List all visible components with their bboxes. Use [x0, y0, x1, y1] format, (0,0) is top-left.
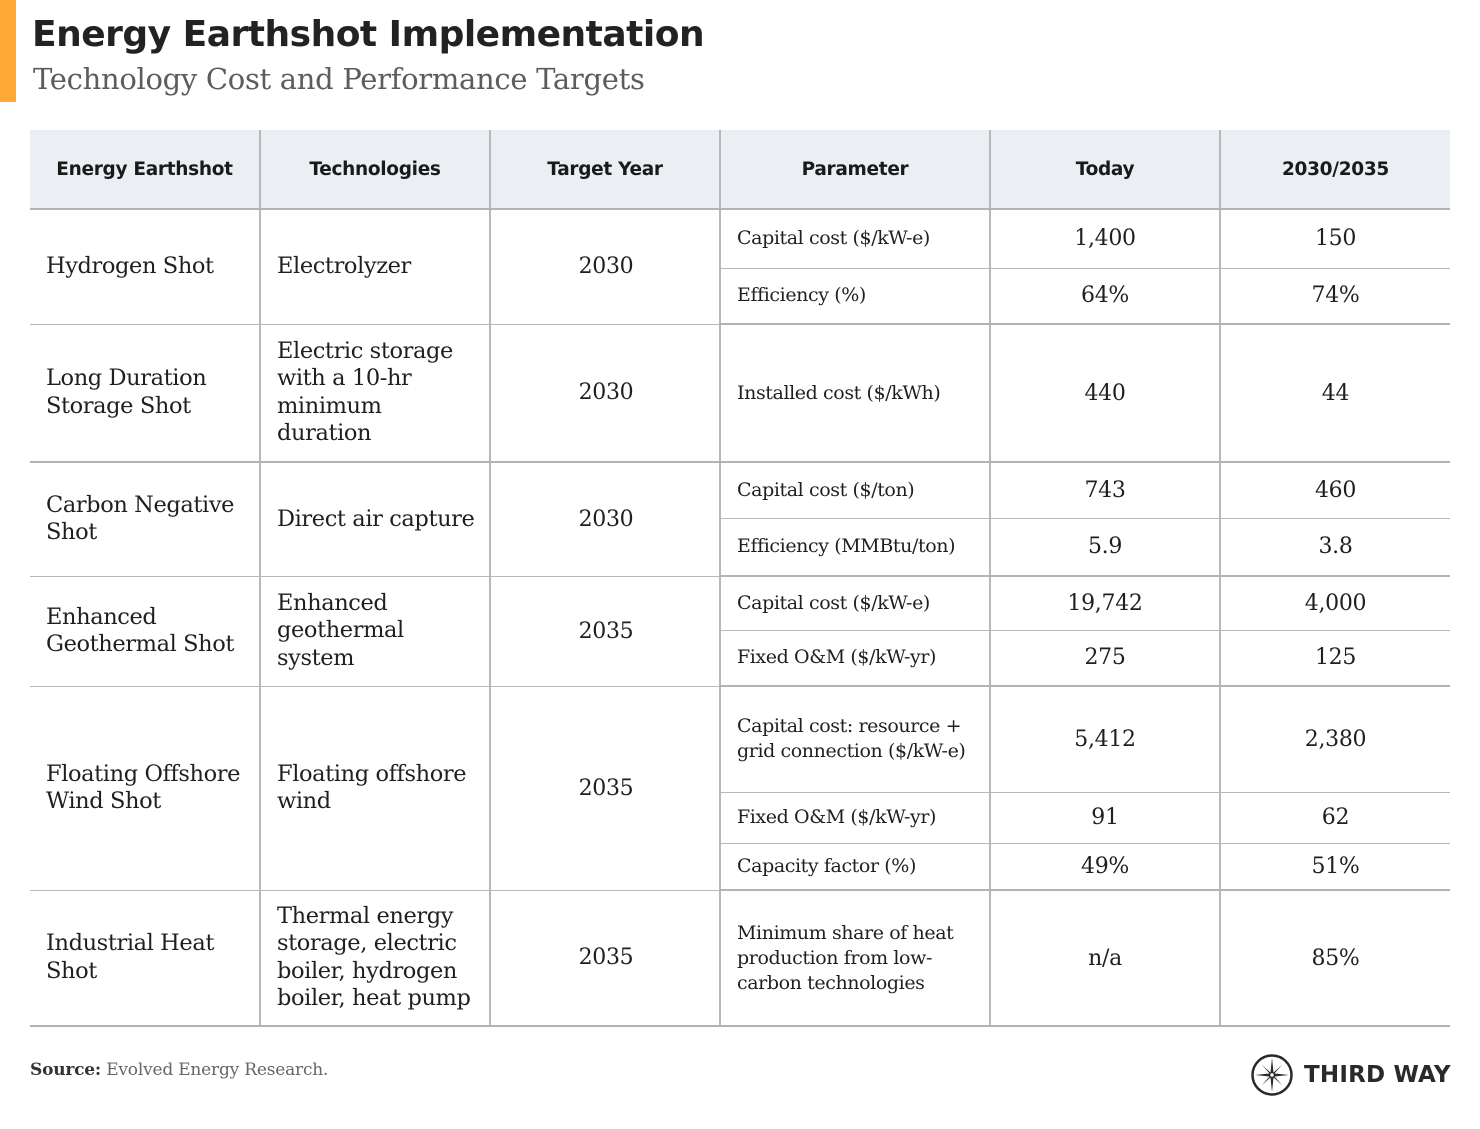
technology-cell: Direct air capture	[260, 462, 490, 576]
source-text: Evolved Energy Research.	[100, 1060, 329, 1080]
col-header-earthshot: Energy Earthshot	[30, 130, 260, 209]
page-subtitle: Technology Cost and Performance Targets	[33, 62, 645, 96]
parameter-cell: Capital cost ($/kW-e)	[720, 576, 990, 630]
col-header-target-year: Target Year	[490, 130, 720, 209]
earthshot-cell: Floating Offshore Wind Shot	[30, 686, 260, 890]
technology-cell: Electrolyzer	[260, 209, 490, 324]
target-value-cell: 2,380	[1220, 686, 1450, 792]
target-value-cell: 51%	[1220, 843, 1450, 890]
parameter-cell: Capital cost ($/kW-e)	[720, 209, 990, 268]
table-row	[30, 462, 1450, 518]
target-value-cell: 44	[1220, 324, 1450, 462]
table-row	[30, 209, 1450, 268]
target-value-cell: 150	[1220, 209, 1450, 268]
col-header-technologies: Technologies	[260, 130, 490, 209]
logo-text: THIRD WAY	[1304, 1062, 1451, 1088]
target-value-cell: 62	[1220, 792, 1450, 843]
target-year-cell: 2035	[490, 576, 720, 686]
target-value-cell: 3.8	[1220, 518, 1450, 576]
source-note	[30, 1060, 328, 1080]
target-value-cell: 4,000	[1220, 576, 1450, 630]
parameter-cell: Capacity factor (%)	[720, 843, 990, 890]
today-value-cell: 64%	[990, 268, 1220, 324]
parameter-cell: Capital cost ($/ton)	[720, 462, 990, 518]
earthshot-cell: Carbon Negative Shot	[30, 462, 260, 576]
third-way-logo	[1250, 1053, 1451, 1097]
table-row	[30, 890, 1450, 1026]
target-year-cell: 2035	[490, 890, 720, 1026]
earthshot-cell: Industrial Heat Shot	[30, 890, 260, 1026]
target-year-cell: 2030	[490, 324, 720, 462]
parameter-cell: Capital cost: resource + grid connection ($/kW-e)	[720, 686, 990, 792]
col-header-today: Today	[990, 130, 1220, 209]
earthshot-cell: Hydrogen Shot	[30, 209, 260, 324]
technology-cell: Floating offshore wind	[260, 686, 490, 890]
parameter-cell: Minimum share of heat production from low-carbon technologies	[720, 890, 990, 1026]
today-value-cell: 440	[990, 324, 1220, 462]
target-value-cell: 85%	[1220, 890, 1450, 1026]
compass-star-icon	[1250, 1053, 1294, 1097]
earthshot-cell: Long Duration Storage Shot	[30, 324, 260, 462]
page-title: Energy Earthshot Implementation	[32, 14, 705, 55]
earthshot-cell: Enhanced Geothermal Shot	[30, 576, 260, 686]
table-row	[30, 576, 1450, 630]
source-label: Source:	[30, 1060, 101, 1080]
parameter-cell: Efficiency (%)	[720, 268, 990, 324]
col-header-target: 2030/2035	[1220, 130, 1450, 209]
today-value-cell: 19,742	[990, 576, 1220, 630]
technology-cell: Thermal energy storage, electric boiler, hydrogen boiler, heat pump	[260, 890, 490, 1026]
technology-cell: Enhanced geothermal system	[260, 576, 490, 686]
target-value-cell: 460	[1220, 462, 1450, 518]
table-row	[30, 686, 1450, 792]
target-year-cell: 2035	[490, 686, 720, 890]
parameter-cell: Fixed O&M ($/kW-yr)	[720, 792, 990, 843]
today-value-cell: 5.9	[990, 518, 1220, 576]
targets-table	[30, 130, 1450, 1027]
today-value-cell: 1,400	[990, 209, 1220, 268]
today-value-cell: 91	[990, 792, 1220, 843]
parameter-cell: Efficiency (MMBtu/ton)	[720, 518, 990, 576]
today-value-cell: 5,412	[990, 686, 1220, 792]
target-value-cell: 74%	[1220, 268, 1450, 324]
today-value-cell: 743	[990, 462, 1220, 518]
parameter-cell: Installed cost ($/kWh)	[720, 324, 990, 462]
col-header-parameter: Parameter	[720, 130, 990, 209]
today-value-cell: n/a	[990, 890, 1220, 1026]
technology-cell: Electric storage with a 10-hr minimum duration	[260, 324, 490, 462]
parameter-cell: Fixed O&M ($/kW-yr)	[720, 630, 990, 686]
accent-bar	[0, 0, 16, 102]
target-year-cell: 2030	[490, 209, 720, 324]
target-year-cell: 2030	[490, 462, 720, 576]
table-header-row	[30, 130, 1450, 209]
table-row	[30, 324, 1450, 462]
today-value-cell: 275	[990, 630, 1220, 686]
target-value-cell: 125	[1220, 630, 1450, 686]
today-value-cell: 49%	[990, 843, 1220, 890]
